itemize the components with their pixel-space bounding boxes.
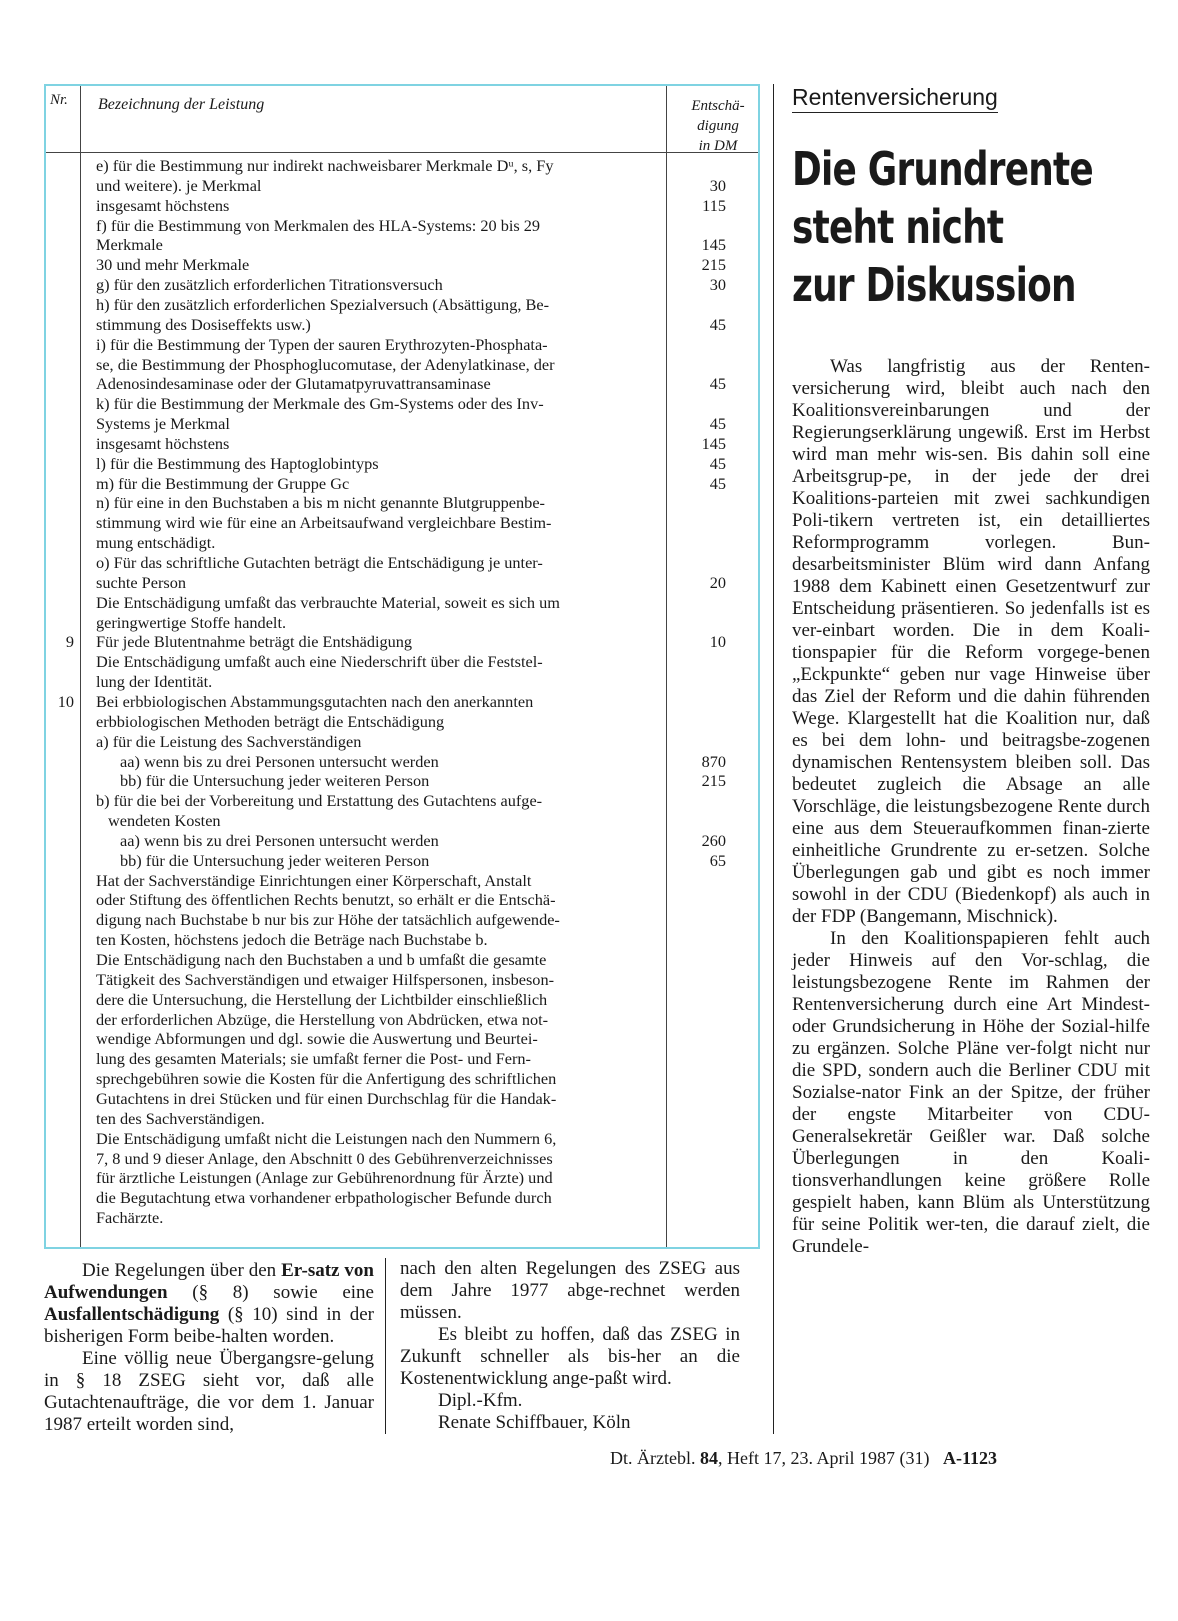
right-column-divider — [773, 84, 774, 1434]
table-row-text: Die Entschädigung umfaßt das verbrauchte Material, soweit es sich um — [96, 592, 560, 612]
table-row-text: Merkmale — [96, 235, 163, 255]
table-row-text: o) Für das schriftliche Gutachten beträgt die Entschädigung je unter- — [96, 553, 543, 572]
table-row-text: Für jede Blutentnahme beträgt die Entshädigung — [96, 632, 413, 652]
table-row-text: Die Entschädigung umfaßt nicht die Leistungen nach den Nummern 6, — [96, 1128, 557, 1148]
table-row-text: Die Entschädigung nach den Buchstaben a und b umfaßt die gesamte — [96, 950, 547, 969]
table-row-text: stimmung wird wie für eine an Arbeitsaufwand vergleichbare Bestim- — [96, 513, 552, 533]
table-row-text: Tätigkeit des Sachverständigen und etwaiger Hilfspersonen, insbeson- — [96, 969, 555, 989]
table-row-amount: 145 — [701, 235, 726, 255]
table-row-text: oder Stiftung des öffentlichen Rechts benutzt, so erhält er die Entschä- — [96, 890, 556, 910]
table-row-text: lung der Identität. — [96, 672, 213, 692]
table-row-text: m) für die Bestimmung der Gruppe Gc — [96, 473, 350, 493]
table-row-amount: 215 — [701, 771, 726, 791]
header-entschaedigung: Entschä- digung in DM — [691, 98, 745, 154]
fee-table — [44, 84, 760, 1249]
article-headline: Die Grundrente steht nicht zur Diskussion — [792, 142, 1093, 312]
table-row-text: suchte Person — [96, 572, 186, 592]
table-row-text: h) für den zusätzlich erforderlichen Spezialversuch (Absättigung, Be- — [96, 294, 549, 314]
table-row-text: f) für die Bestimmung von Merkmalen des HLA-Systems: 20 bis 29 — [96, 215, 541, 235]
table-row-amount: 45 — [709, 414, 726, 434]
table-row-number: 10 — [57, 691, 74, 711]
table-row-text: k) für die Bestimmung der Merkmale des Gm-Systems oder des Inv- — [96, 394, 544, 414]
table-row-text: aa) wenn bis zu drei Personen untersucht werden — [120, 751, 439, 771]
table-row-text: bb) für die Untersuchung jeder weiteren Person — [120, 850, 430, 870]
paragraph: Was langfristig aus der Renten-versicherung wird, bleibt auch nach den Koalitionsvereinbarungen und der Regierungserklärung ungewiß. Erst im Herbst wird man mehr wis-sen. Bis dahin soll eine Arbeitsgrup-pe, in der jede der drei Koalitions-parteien mit zwei sachkundigen Poli-tikern vertreten ist, ein detailliertes Reformprogramm vorlegen. Bun-desarbeitsminister Blüm wird dann Anfang 1988 dem Kabinett einen Gesetzentwurf zur Entscheidung präsentieren. So jedenfalls ist es ver-einbart worden. Die in dem Koali-tionspapier für die Reform vorgege-benen „Eckpunkte“ geben nur vage Hinweise über das Ziel der Reform und die dahin führenden Wege. Klargestellt hat die Koalition nur, daß es bei dem lohn- und beitragsbe-zogenen dynamischen Rentensystem bleiben soll. Das bedeutet zugleich die Absage an alle Vorschläge, die leistungsbezogene Rente durch eine aus dem Steueraufkommen finan-zierte einheitliche Grundrente zu er-setzen. Solche Überlegungen gab und gibt es noch immer sowohl in der CDU (Biedenkopf) als auch in der FDP (Bangemann, Mischnick). — [792, 356, 1150, 927]
table-row-text: Gutachtens in drei Stücken und für einen Durchschlag für die Handak- — [96, 1088, 557, 1108]
table-row-text: Hat der Sachverständige Einrichtungen einer Körperschaft, Anstalt — [96, 870, 532, 890]
table-row-text: b) für die bei der Vorbereitung und Erstattung des Gutachtens aufge- — [96, 791, 543, 811]
table-row-text: se, die Bestimmung der Phosphoglucomutase, der Adenylatkinase, der — [96, 354, 555, 374]
paragraph: In den Koalitionspapieren fehlt auch jeder Hinweis auf den Vor-schlag, die leistungsbezogene Rente im Rahmen der Rentenversicherung durch eine Art Mindest- oder Grundsicherung in Höhe der Sozial-hilfe zu ergänzen. Solche Pläne ver-folgt nicht nur die SPD, sondern auch die Berliner CDU mit Sozialse-nator Fink an der Spitze, der früher der engste Mitarbeiter von CDU-Generalsekretär Geißler war. Daß solche Überlegungen in den Koali-tionsverhandlungen keine größere Rolle gespielt haben, kann Blüm als Unterstützung für seine Politik wer-ten, die darauf zielt, die Grundele- — [792, 928, 1150, 1257]
table-row-amount: 145 — [701, 433, 726, 453]
table-row-amount: 215 — [701, 255, 726, 275]
table-row-amount: 870 — [701, 751, 726, 771]
table-row-amount: 45 — [709, 453, 726, 473]
table-row-amount: 30 — [709, 275, 726, 295]
table-row-text: der erforderlichen Abzüge, die Herstellung von Abdrücken, etwa not- — [96, 1009, 549, 1029]
table-row-amount: 65 — [709, 850, 726, 870]
table-row-text: bb) für die Untersuchung jeder weiteren Person — [120, 771, 430, 791]
table-row-number: 9 — [65, 632, 74, 652]
header-bezeichnung: Bezeichnung der Leistung — [98, 96, 265, 113]
table-row-text: a) für die Leistung des Sachverständigen — [96, 731, 362, 751]
table-row-text: 7, 8 und 9 dieser Anlage, den Abschnitt 0 des Gebührenverzeichnisses — [96, 1148, 553, 1168]
page-footer: Dt. Ärztebl. 84, Heft 17, 23. April 1987 (31) A-1123 — [610, 1448, 997, 1468]
paragraph: Die Regelungen über den Er-satz von Aufwendungen (§ 8) sowie eine Ausfallentschädigung (§ 10) sind in der bisherigen Form beibe-halten worden. — [44, 1260, 374, 1347]
table-row-amount: 260 — [701, 830, 726, 850]
table-row-text: sprechgebühren sowie die Kosten für die Anfertigung des schriftlichen — [96, 1069, 557, 1089]
author-title: Dipl.-Kfm. — [438, 1390, 523, 1411]
column-1-text — [44, 1260, 374, 1436]
page-number: A-1123 — [942, 1448, 997, 1468]
table-row-text: die Begutachtung etwa vorhandener erbpathologischer Befunde durch — [96, 1188, 552, 1208]
table-row-text: l) für die Bestimmung des Haptoglobintyps — [96, 453, 379, 473]
table-row-amount: 45 — [709, 473, 726, 493]
column-2-text — [400, 1258, 740, 1434]
paragraph: nach den alten Regelungen des ZSEG aus dem Jahre 1977 abge-rechnet werden müssen. — [400, 1258, 740, 1323]
table-row-amount: 45 — [709, 374, 726, 394]
table-row-text: und weitere). je Merkmal — [96, 175, 262, 195]
table-row-text: Fachärzte. — [96, 1208, 164, 1228]
table-row-text: g) für den zusätzlich erforderlichen Titrationsversuch — [96, 275, 443, 295]
paragraph: Es bleibt zu hoffen, daß das ZSEG in Zukunft schneller als bis-her an die Kostenentwicklung ange-paßt wird. — [400, 1324, 740, 1389]
table-row-text: ten des Sachverständigen. — [96, 1108, 265, 1128]
table-row-text: für ärztliche Leistungen (Anlage zur Gebührenordnung für Ärzte) und — [96, 1168, 553, 1188]
author-name: Renate Schiffbauer, Köln — [438, 1412, 631, 1433]
paragraph: Eine völlig neue Übergangsre-gelung in § 18 ZSEG sieht vor, daß alle Gutachtenaufträge, die vor dem 1. Januar 1987 erteilt worden sind, — [44, 1348, 374, 1435]
table-row-amount: 115 — [702, 195, 726, 215]
table-row-text: Bei erbbiologischen Abstammungsgutachten nach den anerkannten — [96, 691, 534, 711]
table-row-text: geringwertige Stoffe handelt. — [96, 612, 287, 632]
table-row-amount: 30 — [709, 175, 726, 195]
table-row-text: digung nach Buchstabe b nur bis zur Höhe der tatsächlich aufgewende- — [96, 910, 560, 930]
table-row-text: wendeten Kosten — [108, 811, 221, 831]
header-nr: Nr. — [50, 92, 68, 108]
right-article-text — [792, 356, 1150, 1258]
table-row-text: mung entschädigt. — [96, 533, 216, 553]
table-row-text: insgesamt höchstens — [96, 195, 230, 215]
table-row-amount: 45 — [709, 314, 726, 334]
table-row-text: Adenosindesaminase oder der Glutamatpyruvattransaminase — [96, 374, 491, 394]
table-row-text: n) für eine in den Buchstaben a bis m nicht genannte Blutgruppenbe- — [96, 493, 545, 513]
table-row-text: 30 und mehr Merkmale — [96, 255, 250, 275]
table-row-text: aa) wenn bis zu drei Personen untersucht werden — [120, 830, 439, 850]
nr-column-rule — [80, 86, 81, 1247]
table-row-text: ten Kosten, höchstens jedoch die Beträge nach Buchstabe b. — [96, 930, 488, 950]
table-row-text: stimmung des Dosiseffekts usw.) — [96, 314, 311, 334]
table-row-text: Systems je Merkmal — [96, 414, 230, 434]
table-header-rule — [46, 152, 758, 153]
table-row-text: insgesamt höchstens — [96, 433, 230, 453]
table-row-amount: 20 — [709, 572, 726, 592]
table-row-text: i) für die Bestimmung der Typen der sauren Erythrozyten-Phosphata- — [96, 334, 548, 354]
table-row-text: Die Entschädigung umfaßt auch eine Niederschrift über die Feststel- — [96, 652, 543, 672]
table-row-text: wendige Abformungen und dgl. sowie die Auswertung und Beurtei- — [96, 1029, 538, 1049]
table-row-text: lung des gesamten Materials; sie umfaßt ferner die Post- und Fern- — [96, 1049, 531, 1069]
section-kicker: Rentenversicherung — [792, 84, 998, 113]
table-row-text: erbbiologischen Methoden beträgt die Entschädigung — [96, 711, 445, 731]
table-row-text: dere die Untersuchung, die Herstellung der Lichtbilder einschließlich — [96, 989, 548, 1009]
column-divider — [385, 1258, 386, 1434]
table-row-text: e) für die Bestimmung nur indirekt nachweisbarer Merkmale Dᵘ, s, Fy — [96, 156, 554, 175]
table-row-amount: 10 — [709, 632, 726, 652]
